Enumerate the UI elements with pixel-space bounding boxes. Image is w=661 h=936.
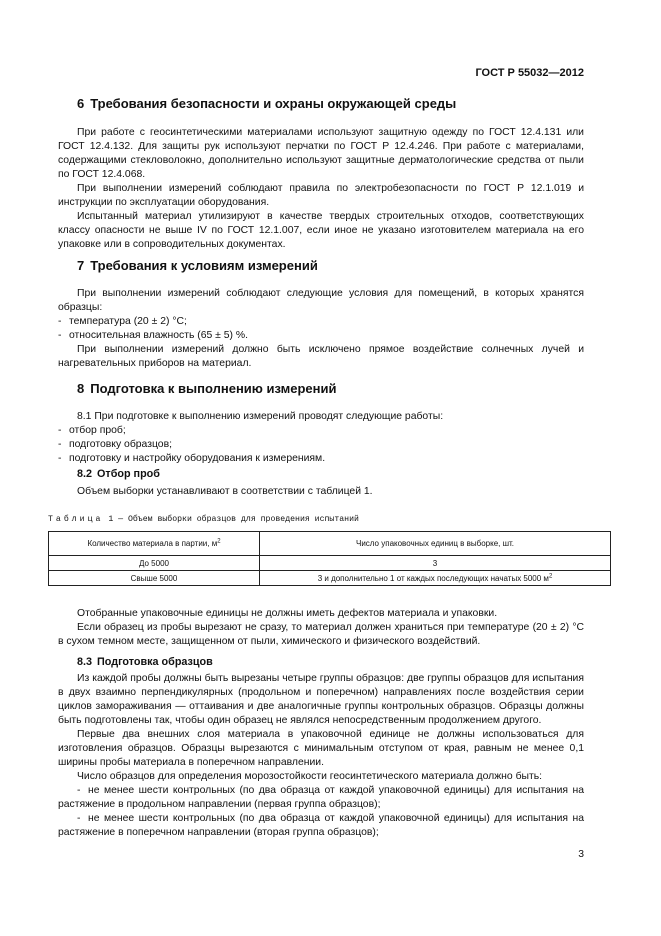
paragraph: При выполнении измерений соблюдают следующие условия для помещений, в которых хранятся образцы: bbox=[58, 288, 584, 313]
table-row bbox=[49, 556, 611, 571]
list-item: - относительная влажность (65 ± 5) %. bbox=[58, 330, 248, 341]
section-6-heading bbox=[77, 96, 456, 112]
list-item: - подготовку образцов; bbox=[58, 439, 172, 450]
paragraph: Если образец из пробы вырезают не сразу, то материал должен храниться при температуре (20 ± 2) °С в сухом темном месте, защищенном от пыли, химического и физического воздействий. bbox=[58, 622, 584, 647]
paragraph: 8.1 При подготовке к выполнению измерений проводят следующие работы: bbox=[77, 411, 444, 422]
paragraph: Объем выборки устанавливают в соответствии с таблицей 1. bbox=[77, 486, 373, 497]
list-item: - подготовку и настройку оборудования к измерениям. bbox=[58, 453, 326, 464]
list-item: - отбор проб; bbox=[58, 425, 126, 436]
section-number: 8 bbox=[77, 381, 85, 396]
subsection-8-2-heading: 8.2 Отбор проб bbox=[77, 468, 160, 480]
paragraph: Из каждой пробы должны быть вырезаны четыре группы образцов: две группы образцов для испытания в двух взаимно перпендикулярных (продольном и поперечном) направлениях после воздействия серии циклов замораживания — оттаивания и две аналогичные группы контрольных образцов. Образцы должны быть подготовлены так, чтобы один образец не являлся непосредственным продолжением другого. bbox=[58, 673, 584, 726]
column-header: Количество материала в партии, $м^2$ bbox=[49, 532, 260, 556]
list-item: - температура (20 ± 2) °С; bbox=[58, 316, 187, 327]
section-title: Подготовка к выполнению измерений bbox=[90, 381, 337, 396]
paragraph: Отобранные упаковочные единицы не должны иметь дефектов материала и упаковки. bbox=[77, 608, 498, 619]
paragraph: При выполнении измерений должно быть исключено прямое воздействие солнечных лучей и нагревательных приборов на материал. bbox=[58, 344, 584, 369]
paragraph: Испытанный материал утилизируют в качестве твердых строительных отходов, соответствующих классу опасности не выше IV по ГОСТ 12.1.007, если иное не указано изготовителем материала на его упаковке или в сопроводительных документах. bbox=[58, 211, 584, 250]
table-row bbox=[49, 571, 611, 586]
section-number: 6 bbox=[77, 96, 85, 111]
section-8-body bbox=[58, 410, 584, 466]
table-cell: 3 bbox=[260, 556, 611, 571]
document-code: ГОСТ Р 55032—2012 bbox=[475, 67, 584, 79]
table-cell: 3 и дополнительно 1 от каждых последующих начатых 5000 $м^2$ bbox=[260, 571, 611, 586]
column-header: Число упаковочных единиц в выборке, шт. bbox=[260, 532, 611, 556]
subsection-8-3-body bbox=[58, 672, 584, 840]
paragraph: При работе с геосинтетическими материалами используют защитную одежду по ГОСТ 12.4.131 или ГОСТ 12.4.132. Для защиты рук используют перчатки по ГОСТ Р 12.4.246. При работе с материалами, содержащими стекловолокно, дополнительно используют защитные дерматологические средства от пыли по ГОСТ 12.4.068. bbox=[58, 127, 584, 180]
paragraph: Первые два внешних слоя материала в упаковочной единице не должны использоваться для изготовления образцов. Образцы вырезаются с минимальным отступом от края, равным не менее 0,1 ширины пробы материала в поперечном направлении. bbox=[58, 729, 584, 768]
section-6-body bbox=[58, 126, 584, 252]
section-7-heading bbox=[77, 258, 318, 274]
paragraph: При выполнении измерений соблюдают правила по электробезопасности по ГОСТ Р 12.1.019 и инструкции по эксплуатации оборудования. bbox=[58, 183, 584, 208]
section-8-heading bbox=[77, 381, 337, 397]
table-cell: Свыше 5000 bbox=[49, 571, 260, 586]
section-number: 7 bbox=[77, 258, 85, 273]
paragraph: Число образцов для определения морозостойкости геосинтетического материала должно быть: bbox=[77, 771, 543, 782]
table-caption: Таблица 1 — Объем выборки образцов для проведения испытаний bbox=[48, 515, 359, 524]
page-number: 3 bbox=[578, 849, 584, 860]
section-title: Требования безопасности и охраны окружающей среды bbox=[90, 96, 457, 111]
section-7-body bbox=[58, 287, 584, 371]
table-cell: До 5000 bbox=[49, 556, 260, 571]
subsection-8-2-body bbox=[58, 485, 584, 499]
table-header-row bbox=[49, 532, 611, 556]
subsection-8-3-heading: 8.3 Подготовка образцов bbox=[77, 656, 213, 668]
section-title: Требования к условиям измерений bbox=[90, 258, 318, 273]
list-item: - не менее шести контрольных (по два образца от каждой упаковочной единицы) для испытания на растяжение в продольном направлении (первая группа образцов); bbox=[58, 785, 584, 810]
sample-size-table bbox=[48, 531, 611, 586]
after-table-text bbox=[58, 607, 584, 649]
list-item: - не менее шести контрольных (по два образца от каждой упаковочной единицы) для испытания на растяжение в поперечном направлении (вторая группа образцов); bbox=[58, 813, 584, 838]
